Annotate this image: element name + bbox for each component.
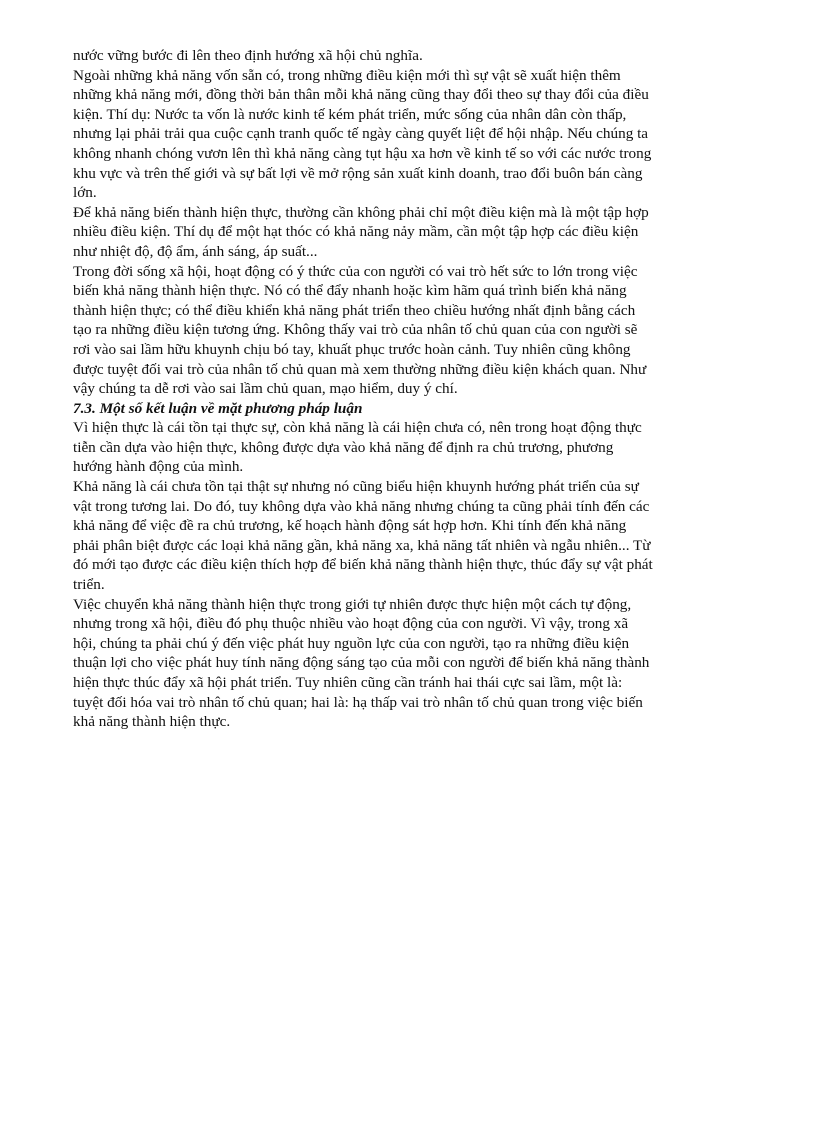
paragraph	[73, 46, 755, 66]
text-line: rơi vào sai lầm hữu khuynh chịu bó tay, khuất phục trước hoàn cảnh. Tuy nhiên cũng không	[73, 340, 631, 358]
text-line: hướng hành động của mình.	[73, 458, 244, 476]
text-line: đó mới tạo được các điều kiện thích hợp để biến khả năng thành hiện thực, thúc đẩy sự vật phát	[73, 556, 653, 574]
text-line: hội, chúng ta phải chú ý đến việc phát huy nguồn lực của con người, tạo ra những điều kiện	[73, 634, 630, 652]
text-line: phải phân biệt được các loại khả năng gần, khả năng xa, khả năng tất nhiên và ngẫu nhiên... Từ	[73, 536, 651, 554]
section-heading: 7.3. Một số kết luận về mặt phương pháp luận	[73, 399, 363, 417]
text-line: nhưng trong xã hội, điều đó phụ thuộc nhiều vào hoạt động của con người. Vì vậy, trong xã	[73, 615, 629, 633]
text-line: nhưng lại phải trải qua cuộc cạnh tranh quốc tế ngày càng quyết liệt để hội nhập. Nếu chúng ta	[73, 125, 649, 143]
text-line: kiện. Thí dụ: Nước ta vốn là nước kinh tế kém phát triển, mức sống của nhân dân còn thấp,	[73, 105, 627, 123]
text-line: hiện thực thúc đẩy xã hội phát triển. Tuy nhiên cũng cần tránh hai thái cực sai lầm, một là:	[73, 674, 623, 691]
text-line: khả năng thành hiện thực.	[73, 713, 231, 731]
paragraph	[73, 595, 755, 732]
text-line: khả năng để việc đề ra chủ trương, kế hoạch hành động sát hợp hơn. Khi tính đến khả năng	[73, 517, 627, 535]
text-line: như nhiệt độ, độ ẩm, ánh sáng, áp suất...	[73, 242, 318, 260]
text-line: Ngoài những khả năng vốn sẵn có, trong những điều kiện mới thì sự vật sẽ xuất hiện thêm	[73, 66, 621, 84]
text-line: thuận lợi cho việc phát huy tính năng động sáng tạo của mỗi con người để biến khả năng thành	[73, 654, 650, 672]
text-line: không nhanh chóng vươn lên thì khả năng càng tụt hậu xa hơn về kinh tế so với các nước trong	[73, 144, 652, 162]
text-line: triển.	[73, 576, 105, 594]
paragraph	[73, 418, 755, 477]
paragraph	[73, 477, 755, 595]
document-page	[73, 46, 755, 732]
paragraph	[73, 203, 755, 262]
text-line: tiễn cần dựa vào hiện thực, không được dựa vào khả năng để định ra chủ trương, phương	[73, 438, 614, 456]
text-line: tạo ra những điều kiện tương ứng. Không thấy vai trò của nhân tố chủ quan của con người sẽ	[73, 321, 638, 339]
paragraph	[73, 262, 755, 399]
text-line: được tuyệt đối vai trò của nhân tố chủ quan mà xem thường những điều kiện khách quan. Như	[73, 360, 647, 378]
text-line: Việc chuyển khả năng thành hiện thực trong giới tự nhiên được thực hiện một cách tự động,	[73, 595, 632, 613]
text-line: nhiều điều kiện. Thí dụ để một hạt thóc có khả năng nảy mầm, cần một tập hợp các điều kiện	[73, 223, 639, 241]
text-line: biến khả năng thành hiện thực. Nó có thể đẩy nhanh hoặc kìm hãm quá trình biến khả năng	[73, 282, 627, 300]
text-line: thành hiện thực; có thể điều khiển khả năng phát triển theo chiều hướng nhất định bằng cách	[73, 301, 636, 319]
text-line: Khả năng là cái chưa tồn tại thật sự nhưng nó cũng biểu hiện khuynh hướng phát triển của sự	[73, 478, 639, 496]
text-line: những khả năng mới, đồng thời bản thân mỗi khả năng cũng thay đổi theo sự thay đổi của điều	[73, 86, 649, 104]
text-line: Vì hiện thực là cái tồn tại thực sự, còn khả năng là cái hiện chưa có, nên trong hoạt động thực	[73, 419, 642, 437]
text-line: vậy chúng ta dễ rơi vào sai lầm chủ quan, mạo hiểm, duy ý chí.	[73, 380, 458, 398]
text-line: Trong đời sống xã hội, hoạt động có ý thức của con người có vai trò hết sức to lớn trong việc	[73, 262, 638, 280]
text-line: lớn.	[73, 184, 97, 202]
text-line: vật trong tương lai. Do đó, tuy không dựa vào khả năng nhưng chúng ta cũng phải tính đến các	[73, 497, 650, 515]
text-line: nước vững bước đi lên theo định hướng xã hội chủ nghĩa.	[73, 47, 423, 64]
text-line: Để khả năng biến thành hiện thực, thường cần không phải chỉ một điều kiện mà là một tập hợp	[73, 203, 649, 221]
text-line: tuyệt đối hóa vai trò nhân tố chủ quan; hai là: hạ thấp vai trò nhân tố chủ quan trong việc biến	[73, 693, 643, 711]
text-line: khu vực và trên thế giới và sự bất lợi về mở rộng sản xuất kinh doanh, trao đổi buôn bán càng	[73, 164, 643, 182]
paragraph	[73, 66, 755, 203]
